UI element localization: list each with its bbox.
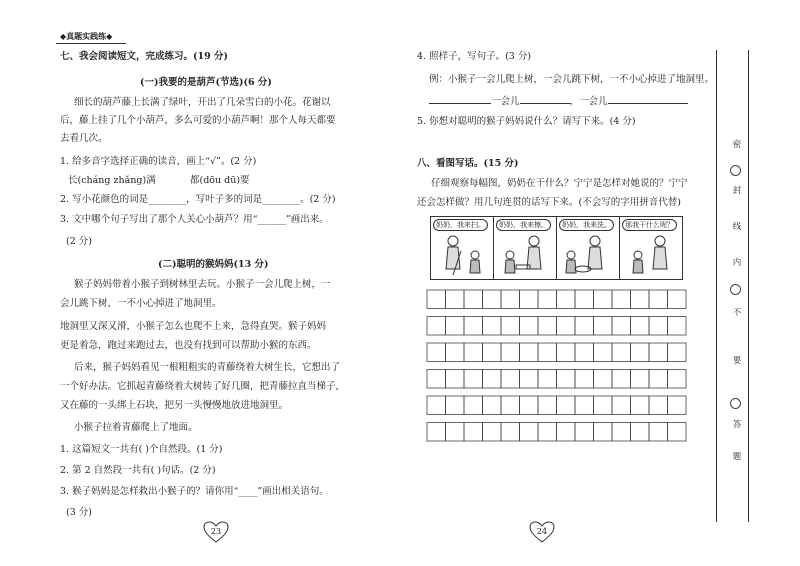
grid-cell[interactable] [575, 317, 594, 336]
binding-char-7: 答 [732, 420, 742, 430]
grid-cell[interactable] [520, 317, 539, 336]
grid-cell[interactable] [483, 423, 502, 442]
grid-cell[interactable] [649, 317, 668, 336]
grid-cell[interactable] [612, 423, 631, 442]
p5-line1: 小猴子拉着青藤爬上了地面。 [74, 422, 198, 433]
comic-panel-2: 奶奶，我来擦。 [493, 216, 557, 280]
grid-cell[interactable] [575, 343, 594, 362]
p1-line1: 细长的葫芦藤上长满了绿叶，开出了几朵雪白的小花。花谢以 [74, 97, 331, 108]
grid-cell[interactable] [538, 396, 557, 415]
part1-title: (一)我要的是葫芦(节选)(6 分) [140, 77, 272, 88]
header-rule [56, 43, 126, 44]
grid-cell[interactable] [557, 343, 576, 362]
grid-cell[interactable] [538, 370, 557, 389]
binding-char-6: 要 [732, 356, 742, 366]
comic-panel-4: 那我干什么呢？ [619, 216, 683, 280]
grid-cell[interactable] [668, 343, 687, 362]
section7-title: 七、我会阅读短文，完成练习。(19 分) [60, 51, 229, 62]
writing-grid[interactable] [425, 288, 691, 446]
grid-cell[interactable] [483, 290, 502, 309]
grid-cell[interactable] [649, 343, 668, 362]
grid-cell[interactable] [575, 423, 594, 442]
grid-cell[interactable] [446, 370, 465, 389]
grandma-sweeping-icon [431, 217, 493, 279]
grid-cell[interactable] [631, 343, 650, 362]
grid-cell[interactable] [427, 343, 446, 362]
binding-char-3: 线 [732, 222, 742, 232]
question-2: 2. 写小花颜色的词是________，写叶子多的词是________。(2 分) [60, 194, 336, 205]
question-4-example: 例：小猴子一会儿爬上树，一会儿跳下树，一不小心掉进了地洞里。 [429, 74, 715, 85]
grid-cell[interactable] [612, 317, 631, 336]
p1-line3: 去看几次。 [60, 133, 108, 144]
section8-title: 八、看图写话。(15 分) [417, 158, 519, 169]
question-5: 5. 你想对聪明的猴子妈妈说什么？请写下来。(4 分) [417, 116, 636, 127]
comic-panel-3: 奶奶，我来洗。 [556, 216, 620, 280]
grid-cell[interactable] [649, 290, 668, 309]
grid-cell[interactable] [594, 343, 613, 362]
grid-cell[interactable] [612, 290, 631, 309]
grid-cell[interactable] [483, 370, 502, 389]
grid-cell[interactable] [631, 423, 650, 442]
grid-cell[interactable] [427, 423, 446, 442]
binding-char-1: 密 [732, 140, 742, 150]
grid-cell[interactable] [446, 290, 465, 309]
grandma-thinking-icon [620, 217, 682, 279]
s8-line2: 还会怎样做？用几句连贯的话写下来。(不会写的字用拼音代替) [417, 197, 681, 208]
grid-cell[interactable] [631, 370, 650, 389]
s8-line1: 仔细观察每幅图，奶奶在干什么？宁宁是怎样对她说的？宁宁 [431, 178, 688, 189]
grid-cell[interactable] [464, 396, 483, 415]
part2-title: (二)聪明的猴妈妈(13 分) [158, 259, 269, 270]
grid-cell[interactable] [631, 317, 650, 336]
grid-cell[interactable] [464, 317, 483, 336]
blank-1[interactable] [429, 93, 491, 104]
question-1: 1. 给多音字选择正确的读音，画上“√”。(2 分) [60, 156, 257, 167]
grandma-washing-icon [557, 217, 619, 279]
binding-char-2: 封 [732, 186, 742, 196]
grid-cell[interactable] [649, 396, 668, 415]
grid-cell[interactable] [501, 423, 520, 442]
question-b3: 3. 猴子妈妈是怎样救出小猴子的？请你用“____”画出相关语句。 [60, 486, 329, 497]
grid-cell[interactable] [612, 343, 631, 362]
grid-cell[interactable] [446, 343, 465, 362]
grid-cell[interactable] [538, 343, 557, 362]
grid-cell[interactable] [575, 396, 594, 415]
grid-cell[interactable] [501, 317, 520, 336]
grid-cell[interactable] [483, 343, 502, 362]
comic-panel-1: 奶奶，我来扫。 [430, 216, 494, 280]
grid-cell[interactable] [446, 317, 465, 336]
grid-cell[interactable] [464, 423, 483, 442]
grid-cell[interactable] [594, 290, 613, 309]
question-4: 4. 照样子，写句子。(3 分) [417, 51, 532, 62]
grid-cell[interactable] [427, 370, 446, 389]
grid-cell[interactable] [557, 423, 576, 442]
question-b1: 1. 这篇短文一共有( )个自然段。(1 分) [60, 444, 223, 455]
grid-cell[interactable] [427, 317, 446, 336]
p3-line2: 更是着急，跑过来跑过去，也没有找到可以帮助小猴的东西。 [60, 340, 317, 351]
binding-hole-1 [730, 165, 741, 176]
grid-cell[interactable] [538, 290, 557, 309]
p1-line2: 后，藤上挂了几个小葫芦，多么可爱的小葫芦啊！那个人每天都要 [60, 115, 336, 126]
grid-cell[interactable] [649, 423, 668, 442]
question-4-blanks: 一会儿 ，一会儿 [429, 93, 688, 108]
grid-cell[interactable] [631, 396, 650, 415]
grid-cell[interactable] [668, 317, 687, 336]
grid-cell[interactable] [575, 370, 594, 389]
page-number-right: 24 [529, 521, 555, 543]
grid-cell[interactable] [483, 317, 502, 336]
grid-cell[interactable] [427, 396, 446, 415]
header-label: ◆真题实践练◆ [60, 31, 113, 41]
grid-cell[interactable] [668, 396, 687, 415]
p3-line1: 地洞里又深又滑，小猴子怎么也爬不上来，急得直哭。猴子妈妈 [60, 321, 327, 332]
p2-line2: 会儿跳下树，一不小心掉进了地洞里。 [60, 298, 222, 309]
grid-cell[interactable] [668, 370, 687, 389]
grid-cell[interactable] [594, 317, 613, 336]
grid-cell[interactable] [557, 317, 576, 336]
grid-cell[interactable] [520, 343, 539, 362]
grid-cell[interactable] [427, 290, 446, 309]
grid-cell[interactable] [575, 290, 594, 309]
grid-cell[interactable] [594, 396, 613, 415]
grid-cell[interactable] [594, 370, 613, 389]
option-dou-du[interactable]: 都(dōu dū)要 [190, 175, 250, 186]
grid-cell[interactable] [668, 423, 687, 442]
binding-char-4: 内 [732, 258, 742, 268]
blank-2[interactable] [520, 93, 570, 104]
p4-line2: 一个好办法。它抓起青藤绕着大树转了好几圈，把青藤拉直当梯子， [60, 381, 346, 392]
binding-line-left [716, 50, 717, 522]
binding-hole-2 [730, 284, 741, 295]
grid-cell[interactable] [464, 343, 483, 362]
question-3-score: (2 分) [66, 236, 92, 247]
page-number-left: 23 [203, 521, 229, 543]
grid-cell[interactable] [520, 396, 539, 415]
option-chang-zhang[interactable]: 长(cháng zhǎng)满 [68, 175, 156, 186]
grid-cell[interactable] [557, 290, 576, 309]
grid-cell[interactable] [501, 343, 520, 362]
grandma-wiping-icon [494, 217, 556, 279]
binding-char-8: 题 [732, 452, 742, 462]
grid-cell[interactable] [612, 370, 631, 389]
grid-cell[interactable] [594, 423, 613, 442]
p4-line3: 又在藤的一头绑上石块，把另一头慢慢地放进地洞里。 [60, 400, 289, 411]
grid-cell[interactable] [520, 423, 539, 442]
question-b3-score: (3 分) [66, 507, 92, 518]
grid-cell[interactable] [520, 290, 539, 309]
grid-cell[interactable] [557, 370, 576, 389]
grid-cell[interactable] [538, 317, 557, 336]
blank-3[interactable] [608, 93, 688, 104]
p4-line1: 后来，猴子妈妈看见一根粗粗实的青藤绕着大树生长，它想出了 [74, 362, 341, 373]
grid-cell[interactable] [612, 396, 631, 415]
grid-cell[interactable] [446, 396, 465, 415]
grid-cell[interactable] [464, 370, 483, 389]
grid-cell[interactable] [649, 370, 668, 389]
grid-cell[interactable] [631, 290, 650, 309]
grid-cell[interactable] [483, 396, 502, 415]
grid-cell[interactable] [446, 423, 465, 442]
grid-cell[interactable] [557, 396, 576, 415]
question-3: 3. 文中哪个句子写出了那个人关心小葫芦？用“______”画出来。 [60, 214, 329, 225]
grid-cell[interactable] [668, 290, 687, 309]
grid-cell[interactable] [464, 290, 483, 309]
grid-cell[interactable] [538, 423, 557, 442]
p2-line1: 猴子妈妈带着小猴子到树林里去玩。小猴子一会儿爬上树，一 [74, 279, 331, 290]
binding-hole-3 [730, 398, 741, 409]
comic-strip [430, 216, 682, 278]
grid-cell[interactable] [520, 370, 539, 389]
grid-cell[interactable] [501, 396, 520, 415]
question-b2: 2. 第 2 自然段一共有( )句话。(2 分) [60, 465, 216, 476]
grid-cell[interactable] [501, 370, 520, 389]
binding-char-5: 不 [732, 308, 742, 318]
grid-cell[interactable] [501, 290, 520, 309]
binding-line-right [748, 50, 749, 522]
